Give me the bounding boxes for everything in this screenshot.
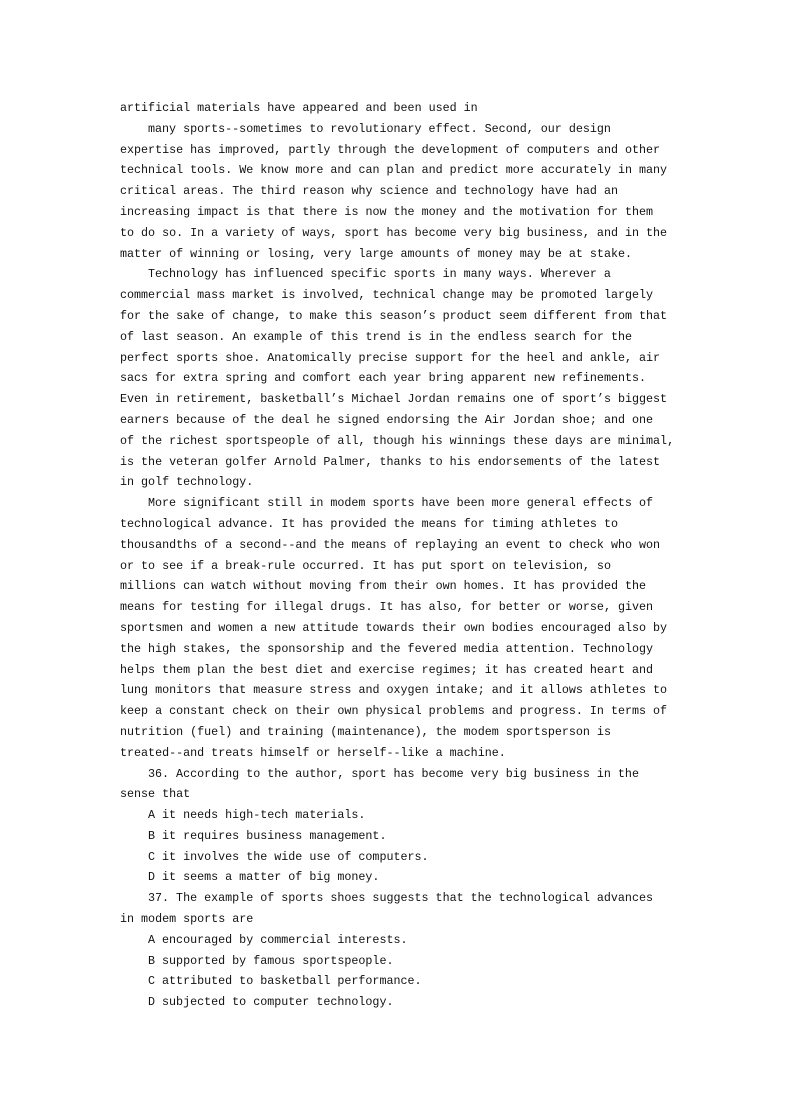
text-line: Technology has influenced specific sports in many ways. Wherever a [148, 267, 611, 282]
text-line: nutrition (fuel) and training (maintenance), the modem sportsperson is [120, 724, 611, 739]
text-line: in golf technology. [120, 475, 254, 490]
text-line: Even in retirement, basketball’s Michael Jordan remains one of sport’s biggest [120, 392, 668, 407]
text-line: increasing impact is that there is now the money and the motivation for them [120, 204, 654, 219]
text-line: critical areas. The third reason why science and technology have had an [120, 184, 618, 199]
text-line: matter of winning or losing, very large amounts of money may be at stake. [120, 246, 632, 261]
text-line: 37. The example of sports shoes suggests that the technological advances [148, 891, 653, 906]
text-line: thousandths of a second--and the means of replaying an event to check who won [120, 537, 661, 552]
text-line: A encouraged by commercial interests. [148, 932, 408, 947]
text-line: expertise has improved, partly through the development of computers and other [120, 142, 661, 157]
text-line: A it needs high-tech materials. [148, 808, 366, 823]
text-line: perfect sports shoe. Anatomically precise support for the heel and ankle, air [120, 350, 661, 365]
text-line: millions can watch without moving from their own homes. It has provided the [120, 579, 647, 594]
text-line: sportsmen and women a new attitude towards their own bodies encouraged also by [120, 620, 668, 635]
text-line: treated--and treats himself or herself--like a machine. [120, 745, 506, 760]
text-line: keep a constant check on their own physical problems and progress. In terms of [120, 704, 668, 719]
text-line: C it involves the wide use of computers. [148, 849, 429, 864]
text-line: means for testing for illegal drugs. It has also, for better or worse, given [120, 600, 654, 615]
text-line: C attributed to basketball performance. [148, 974, 422, 989]
text-line: helps them plan the best diet and exercise regimes; it has created heart and [120, 662, 654, 677]
text-line: is the veteran golfer Arnold Palmer, thanks to his endorsements of the latest [120, 454, 661, 469]
text-line: 36. According to the author, sport has become very big business in the [148, 766, 639, 781]
text-line: More significant still in modem sports have been more general effects of [148, 496, 653, 511]
text-line: D subjected to computer technology. [148, 995, 394, 1010]
document-page [120, 98, 680, 1013]
text-line: sacs for extra spring and comfort each year bring apparent new refinements. [120, 371, 647, 386]
text-line: or to see if a break-rule occurred. It has put sport on television, so [120, 558, 611, 573]
text-line: B it requires business management. [148, 828, 387, 843]
text-line: technical tools. We know more and can plan and predict more accurately in many [120, 163, 668, 178]
text-line: technological advance. It has provided the means for timing athletes to [120, 516, 618, 531]
text-line: artificial materials have appeared and been used in [120, 101, 478, 115]
text-line: the high stakes, the sponsorship and the fevered media attention. Technology [120, 641, 654, 656]
text-line: D it seems a matter of big money. [148, 870, 380, 885]
text-line: of the richest sportspeople of all, though his winnings these days are minimal, [120, 433, 675, 448]
text-line: lung monitors that measure stress and oxygen intake; and it allows athletes to [120, 683, 668, 698]
text-line: of last season. An example of this trend is in the endless search for the [120, 329, 632, 344]
text-line: in modem sports are [120, 912, 254, 927]
text-line: many sports--sometimes to revolutionary effect. Second, our design [148, 121, 611, 136]
text-line: commercial mass market is involved, technical change may be promoted largely [120, 288, 654, 303]
text-line: earners because of the deal he signed endorsing the Air Jordan shoe; and one [120, 412, 654, 427]
text-line: for the sake of change, to make this season’s product seem different from that [120, 308, 668, 323]
text-line: B supported by famous sportspeople. [148, 953, 394, 968]
text-line: to do so. In a variety of ways, sport has become very big business, and in the [120, 225, 668, 240]
text-line: sense that [120, 787, 191, 802]
